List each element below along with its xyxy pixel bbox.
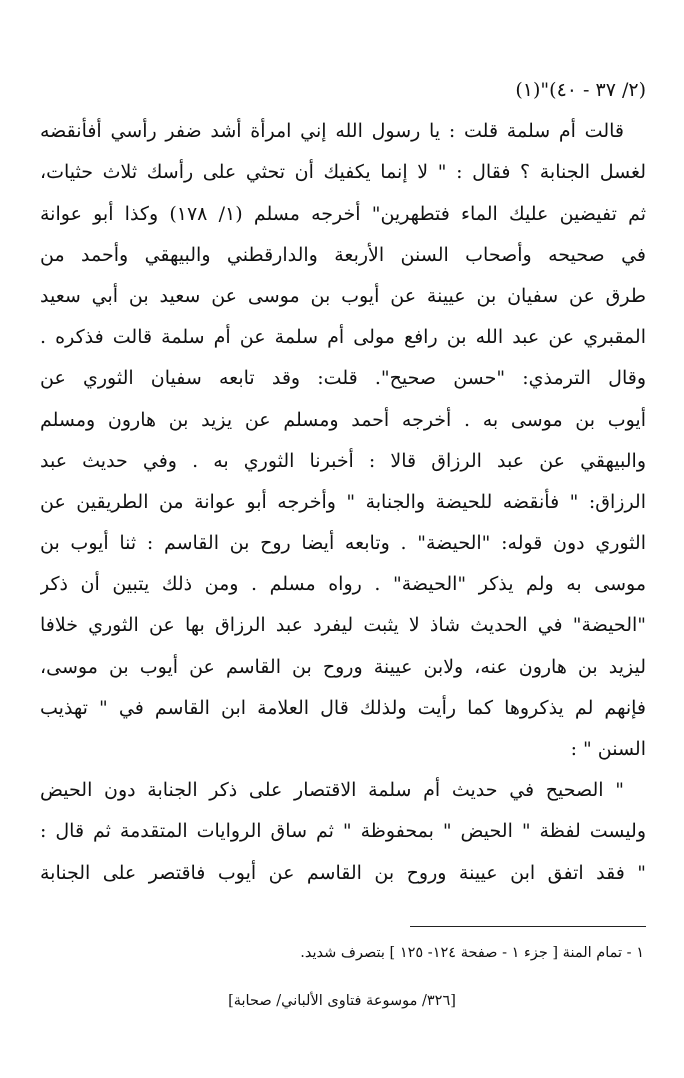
text-line: طرق عن سفيان بن عيينة عن أيوب بن موسى عن سعيد بن أبي سعيد bbox=[40, 284, 646, 307]
text-line: والبيهقي عن عبد الرزاق قالا : أخبرنا الثوري به . وفي حديث عبد bbox=[40, 449, 646, 472]
footnote: ١ - تمام المنة [ جزء ١ - صفحة ١٢٤- ١٢٥ ] بتصرف شديد. bbox=[300, 945, 644, 961]
text-line: فإنهم لم يذكروها كما رأيت ولذلك قال العلامة ابن القاسم في " تهذيب bbox=[40, 696, 646, 719]
text-line: " فقد اتفق ابن عيينة وروح بن القاسم عن أيوب فاقتصر على الجنابة bbox=[40, 861, 646, 884]
text-line: ليزيد بن هارون عنه، ولابن عيينة وروح بن القاسم عن أيوب بن موسى، bbox=[40, 655, 646, 678]
text-line: " الصحيح في حديث أم سلمة الاقتصار على ذكر الجنابة دون الحيض bbox=[40, 779, 624, 802]
text-line: "الحيضة" في الحديث شاذ لا يثبت ليفرد عبد الرزاق بها عن الثوري خلافا bbox=[40, 614, 646, 637]
text-line: وليست لفظة " الحيض " بمحفوظة " ثم ساق الروايات المتقدمة ثم قال : bbox=[40, 820, 646, 843]
text-line: الرزاق: " فأنقضه للحيضة والجنابة " وأخرجه أبو عوانة من الطريقين عن bbox=[40, 490, 646, 513]
text-line: السنن " : bbox=[570, 738, 646, 760]
text-line: وقال الترمذي: "حسن صحيح". قلت: وقد تابعه سفيان الثوري عن bbox=[40, 367, 646, 390]
page-footer: [٣٢٦/ موسوعة فتاوى الألباني/ صحابة] bbox=[228, 993, 456, 1009]
text-line: ثم تفيضين عليك الماء فتطهرين" أخرجه مسلم (١/ ١٧٨) وكذا أبو عوانة bbox=[40, 202, 646, 225]
body-text bbox=[40, 70, 646, 894]
text-line: قالت أم سلمة قلت : يا رسول الله إني امرأة أشد ضفر رأسي أفأنقضه bbox=[40, 120, 624, 143]
text-line: في صحيحه وأصحاب السنن الأربعة والدارقطني والبيهقي وأحمد من bbox=[40, 243, 646, 266]
footnote-divider bbox=[410, 926, 646, 927]
text-line: أيوب بن موسى به . أخرجه أحمد ومسلم عن يزيد بن هارون ومسلم bbox=[40, 408, 646, 431]
text-line: الثوري دون قوله: "الحيضة" . وتابعه أيضا روح بن القاسم : ثنا أيوب بن bbox=[40, 532, 646, 555]
text-line: المقبري عن عبد الله بن رافع مولى أم سلمة عن أم سلمة قالت فذكره . bbox=[40, 326, 646, 349]
text-line: موسى به ولم يذكر "الحيضة" . رواه مسلم . ومن ذلك يتبين أن ذكر bbox=[40, 573, 646, 596]
text-line: لغسل الجنابة ؟ فقال : " لا إنما يكفيك أن تحثي على رأسك ثلاث حثيات، bbox=[40, 161, 646, 184]
text-line: (٢/ ٣٧ - ٤٠)"(١) bbox=[515, 79, 646, 101]
